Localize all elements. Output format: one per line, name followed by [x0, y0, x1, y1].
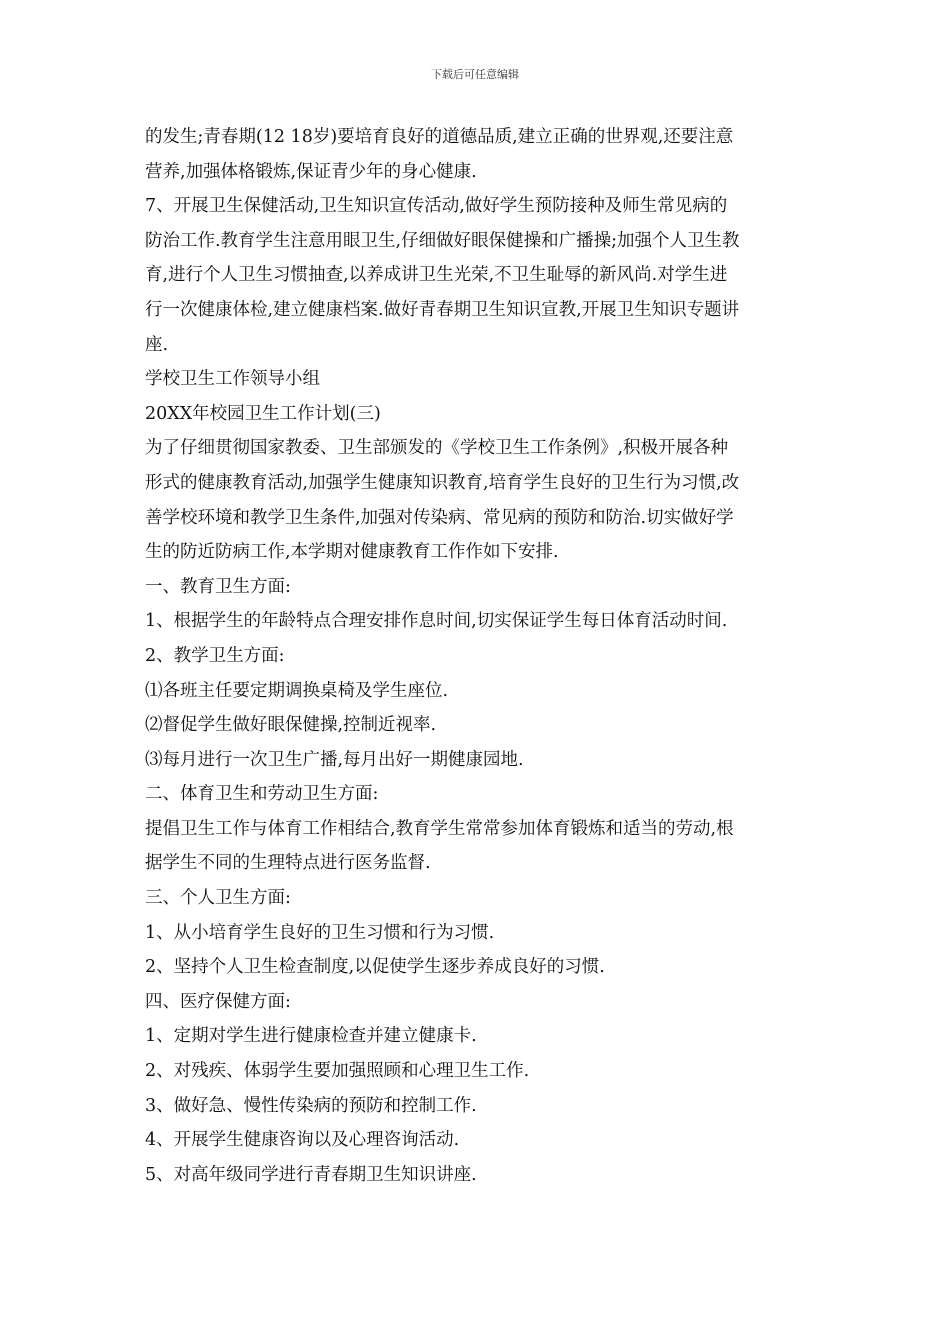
text-line: 二、体育卫生和劳动卫生方面:: [145, 784, 379, 805]
text-line: 善学校环境和教学卫生条件,加强对传染病、常见病的预防和防治.切实做好学: [145, 507, 734, 528]
text-line: 3、做好急、慢性传染病的预防和控制工作.: [145, 1095, 477, 1116]
text-line: 7、开展卫生保健活动,卫生知识宣传活动,做好学生预防接种及师生常见病的: [145, 196, 728, 217]
text-line: 为了仔细贯彻国家教委、卫生部颁发的《学校卫生工作条例》,积极开展各种: [145, 438, 729, 459]
text-line: 学校卫生工作领导小组: [145, 369, 320, 390]
text-line: 生的防近防病工作,本学期对健康教育工作作如下安排.: [145, 542, 559, 563]
text-line: 营养,加强体格锻炼,保证青少年的身心健康.: [145, 161, 477, 182]
text-line: 提倡卫生工作与体育工作相结合,教育学生常常参加体育锻炼和适当的劳动,根: [145, 818, 734, 839]
text-line: 20XX年校园卫生工作计划(三): [145, 403, 381, 424]
text-line: 4、开展学生健康咨询以及心理咨询活动.: [145, 1130, 460, 1151]
text-line: 2、对残疾、体弱学生要加强照顾和心理卫生工作.: [145, 1061, 530, 1082]
text-line: 2、坚持个人卫生检查制度,以促使学生逐步养成良好的习惯.: [145, 957, 605, 978]
text-line: 2、教学卫生方面:: [145, 645, 285, 666]
text-line: 1、根据学生的年龄特点合理安排作息时间,切实保证学生每日体育活动时间.: [145, 611, 728, 632]
text-line: ⑴各班主任要定期调换桌椅及学生座位.: [145, 680, 449, 701]
document-body: [145, 120, 805, 1192]
text-line: 座.: [145, 334, 169, 355]
text-line: 5、对高年级同学进行青春期卫生知识讲座.: [145, 1164, 477, 1185]
text-line: 防治工作.教育学生注意用眼卫生,仔细做好眼保健操和广播操;加强个人卫生教: [145, 230, 740, 251]
text-line: 1、定期对学生进行健康检查并建立健康卡.: [145, 1026, 477, 1047]
text-line: 三、个人卫生方面:: [145, 888, 291, 909]
text-line: 1、从小培育学生良好的卫生习惯和行为习惯.: [145, 922, 495, 943]
text-line: 一、教育卫生方面:: [145, 576, 291, 597]
text-line: 的发生;青春期(12 18岁)要培育良好的道德品质,建立正确的世界观,还要注意: [145, 127, 734, 147]
text-line: 育,进行个人卫生习惯抽查,以养成讲卫生光荣,不卫生耻辱的新风尚.对学生进: [145, 265, 728, 286]
text-line: 形式的健康教育活动,加强学生健康知识教育,培育学生良好的卫生行为习惯,改: [145, 472, 740, 493]
page-header: 下载后可任意编辑: [431, 68, 519, 81]
text-line: 据学生不同的生理特点进行医务监督.: [145, 853, 431, 874]
text-line: ⑵督促学生做好眼保健操,控制近视率.: [145, 715, 437, 736]
text-line: ⑶每月进行一次卫生广播,每月出好一期健康园地.: [145, 749, 524, 770]
text-line: 四、医疗保健方面:: [145, 991, 291, 1012]
text-line: 行一次健康体检,建立健康档案.做好青春期卫生知识宣教,开展卫生知识专题讲: [145, 299, 740, 320]
